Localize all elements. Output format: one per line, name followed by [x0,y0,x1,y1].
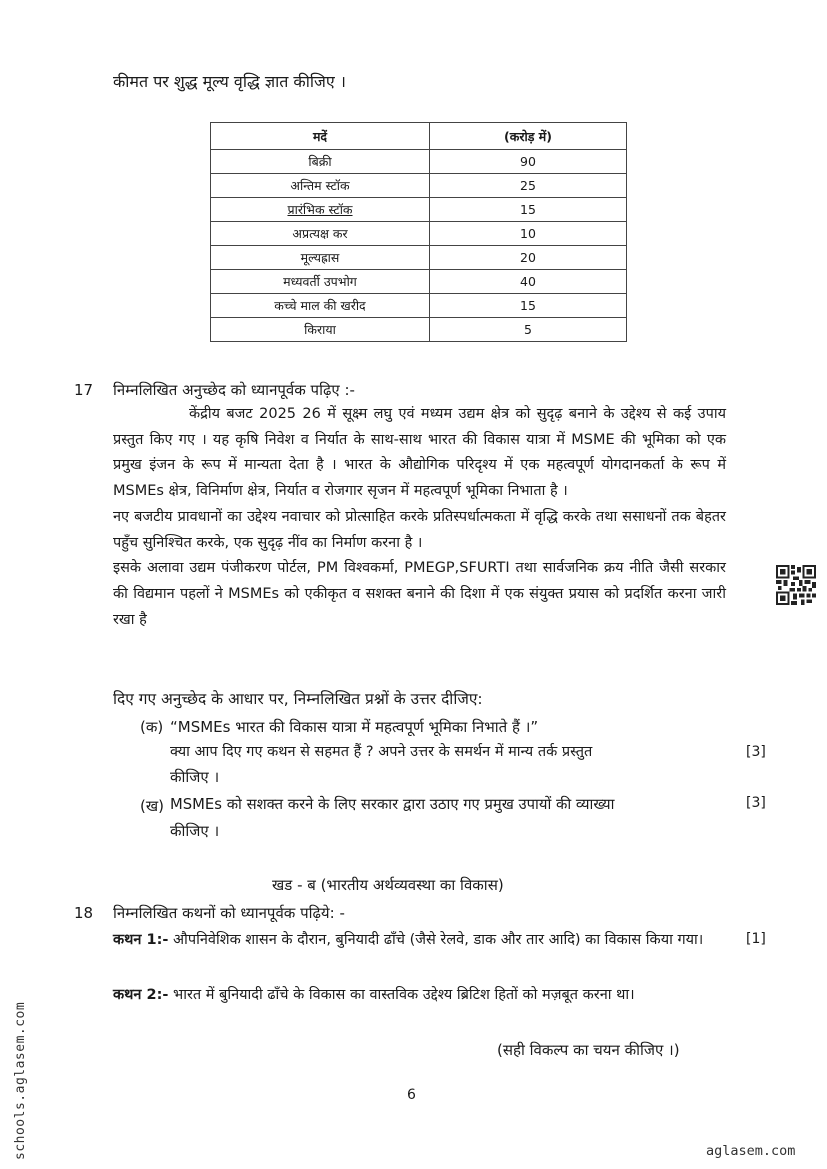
header-value: (करोड़ में) [430,123,627,150]
subq-a-marks: [3] [746,744,766,760]
table-row [211,174,627,198]
row-value: 40 [430,270,627,294]
row-item: कच्चे माल की खरीद [211,294,430,318]
subq-a-line2: क्या आप दिए गए कथन से सहमत हैं ? अपने उत्तर के समर्थन में मान्य तर्क प्रस्तुत [170,744,593,760]
question-18-number: 18 [74,904,94,922]
table-row [211,270,627,294]
passage-paragraph-1: केंद्रीय बजट 2025 26 में सूक्ष्म लघु एवं मध्यम उद्यम क्षेत्र को सुदृढ़ बनाने के उद्देश्य से कई उपाय प्रस्तुत किए गए । यह कृषि निवेश व निर्यात के साथ-साथ भारत की विकास यात्रा में MSME की भूमिका को एक प्रमुख इंजन के रूप में मान्यता देता है । भारत के औद्योगिक परिदृश्य में एक महत्वपूर्ण योगदानकर्ता के रूप में MSMEs क्षेत्र, विनिर्माण क्षेत्र, निर्यात व रोजगार सृजन में महत्वपूर्ण भूमिका निभाता है । [113,406,726,500]
table-header-row [211,123,627,150]
subq-b-label: (ख) [140,797,164,815]
subq-b-line1: MSMEs को सशक्त करने के लिए सरकार द्वारा उठाए गए प्रमुख उपायों की व्याख्या [170,796,615,813]
row-item: बिक्री [211,150,430,174]
row-item: अन्तिम स्टॉक [211,174,430,198]
row-item: मध्यवर्ती उपभोग [211,270,430,294]
question-17-instruction: निम्नलिखित अनुच्छेद को ध्यानपूर्वक पढ़िए :- [113,381,355,399]
row-value: 15 [430,198,627,222]
statement-1-label: कथन 1:- [113,932,169,948]
intro-line: कीमत पर शुद्ध मूल्य वृद्धि ज्ञात कीजिए । [113,72,346,91]
statement-2 [113,982,726,1009]
table-row [211,318,627,342]
page-number: 6 [407,1087,416,1103]
statement-1-text: औपनिवेशिक शासन के दौरान, बुनियादी ढाँचे (जैसे रेलवे, डाक और तार आदि) का विकास किया गया। [168,932,704,948]
underlined-item: प्रारंभिक स्टॉक [287,202,353,217]
subq-a-line3: कीजिए । [170,768,220,786]
subq-b-marks: [3] [746,795,766,811]
row-item: किराया [211,318,430,342]
qr-code-icon [776,565,816,605]
row-item: मूल्यह्रास [211,246,430,270]
row-value: 25 [430,174,627,198]
statement-1 [113,927,726,954]
bottom-watermark: aglasem.com [706,1143,796,1159]
subq-b-line2: कीजिए । [170,822,220,840]
header-items: मदें [211,123,430,150]
value-table [210,122,627,342]
row-value: 5 [430,318,627,342]
row-item [211,198,430,222]
question-18-marks: [1] [746,931,766,947]
statement-2-text: भारत में बुनियादी ढाँचे के विकास का वास्तविक उद्देश्य ब्रिटिश हितों को मज़बूत करना था। [168,987,635,1003]
table-row [211,222,627,246]
question-17-prompt: दिए गए अनुच्छेद के आधार पर, निम्नलिखित प्रश्नों के उत्तर दीजिए: [113,690,483,708]
table-row [211,198,627,222]
row-value: 15 [430,294,627,318]
row-value: 90 [430,150,627,174]
statement-2-label: कथन 2:- [113,987,169,1003]
section-heading: खड - ब (भारतीय अर्थव्यवस्था का विकास) [272,876,504,894]
question-17-passage [113,402,726,633]
row-value: 10 [430,222,627,246]
table-row [211,246,627,270]
row-item: अप्रत्यक्ष कर [211,222,430,246]
question-18-instruction: निम्नलिखित कथनों को ध्यानपूर्वक पढ़िये: - [113,904,345,922]
subq-a-label: (क) [140,718,164,736]
row-value: 20 [430,246,627,270]
table-row [211,294,627,318]
passage-paragraph-2: नए बजटीय प्रावधानों का उद्देश्य नवाचार को प्रोत्साहित करके प्रतिस्पर्धात्मकता में वृद्धि करके तथा ससाधनों तक बेहतर पहुँच सुनिश्चित करके, एक सुदृढ़ नींव का निर्माण करना है । [113,508,726,551]
choose-option-note: (सही विकल्प का चयन कीजिए ।) [497,1041,680,1059]
subq-a-quote: “MSMEs भारत की विकास यात्रा में महत्वपूर्ण भूमिका निभाते हैं ।” [170,718,539,736]
passage-paragraph-3: इसके अलावा उद्यम पंजीकरण पोर्टल, PM विश्वकर्मा, PMEGP,SFURTI तथा सार्वजनिक क्रय नीति जैसी सरकार की विद्यमान पहलों ने MSMEs को एकीकृत व सशक्त बनाने की दिशा में एक संयुक्त प्रयास को प्रदर्शित करना जारी रखा है [113,560,726,628]
table-row [211,150,627,174]
question-17-number: 17 [74,381,94,399]
side-watermark: schools.aglasem.com [13,1001,28,1160]
